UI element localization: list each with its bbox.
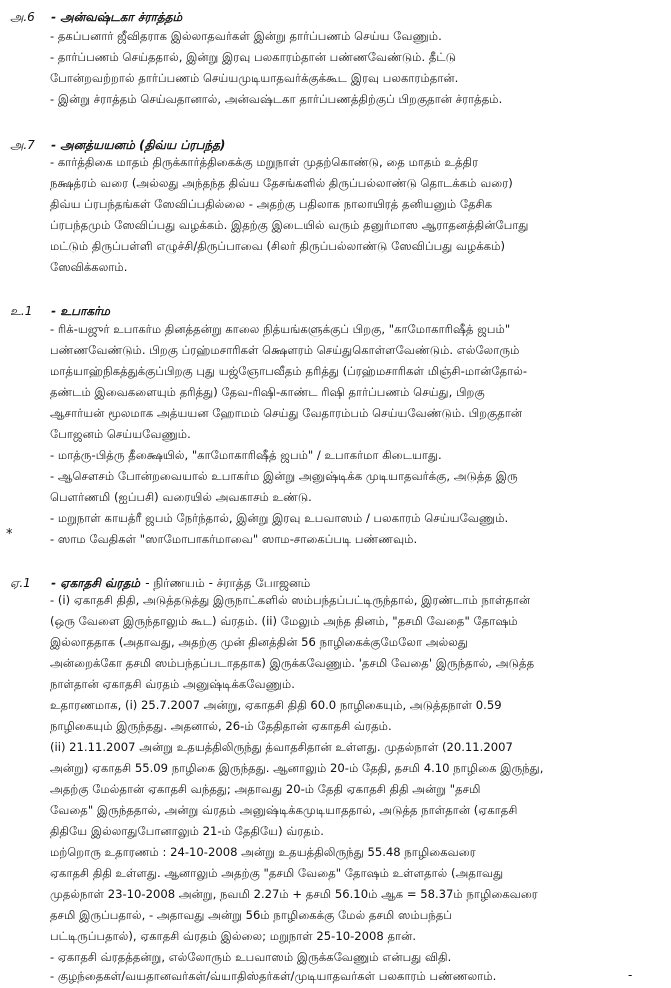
text-line: இல்லாததாக (அதாவது, அதற்கு முன் தினத்தின் 56 நாழிகைக்குமேலோ அல்லது <box>50 635 468 649</box>
text-line: திவ்ய ப்ரபந்தங்கள் ஸேவிப்பதில்லை - அதற்கு பதிலாக நாலாயிரத் தனியனும் தேசிக <box>50 197 493 211</box>
text-line: நாழிகையும் இருந்தது. அதனால், 26-ம் தேதிதான் ஏகாதசி வ்ரதம். <box>50 719 392 733</box>
text-line: நக்ஷத்ரம் வரை (அல்லது அந்தந்த திவ்ய தேசங்களில் திருப்பல்லாண்டு தொடக்கம் வரை) <box>50 176 513 190</box>
text-line: - (i) ஏகாதசி திதி, அடுத்தடுத்து இருநாட்களில் ஸம்பந்தப்பட்டிருந்தால், இரண்டாம் நாள்தான் <box>50 593 531 607</box>
text-line: தசமி இருப்பதால், - அதாவது அன்று 56ம் நாழிகைக்கு மேல் தசமி ஸம்பந்தப் <box>50 908 453 922</box>
section-heading <box>10 134 225 154</box>
text-line: உதாரணமாக, (i) 25.7.2007 அன்று, ஏகாதசி திதி 60.0 நாழிகையும், அடுத்தநாள் 0.59 <box>50 698 502 712</box>
text-line: தண்டம் இவைகளையும் தரித்து) தேவ-ரிஷி-காண்ட ரிஷி தார்ப்பணம் செய்து, பிறகு <box>50 385 485 399</box>
text-line: - ரிக்-யஜுர் உபாகர்ம தினத்தன்று காலை நித்யங்களுக்குப் பிறகு, "காமோகாரிஷீத் ஜபம்" <box>50 322 511 336</box>
section-heading <box>10 6 182 26</box>
text-line: வேதை" இருந்ததால், அன்று வ்ரதம் அனுஷ்டிக்கமுடியாததால், அடுத்த நாள்தான் (ஏகாதசி <box>50 803 518 817</box>
text-line: (ii) 21.11.2007 அன்று உதயத்திலிருந்து த்வாதசிதான் உள்ளது. முதல்நாள் (20.11.2007 <box>50 740 513 754</box>
text-line: ஸேவிக்கலாம். <box>50 260 128 274</box>
text-line: - குழந்தைகள்/வயதானவர்கள்/வ்யாதிஸ்தர்கள்/முடியாதவர்கள் பலகாரம் பண்ணலாம். <box>50 969 497 983</box>
text-line: ஆசார்யன் மூலமாக அத்யயன ஹோமம் செய்து வேதாரம்பம் செய்யவேண்டும். பிறகுதான் <box>50 406 523 420</box>
text-line: - தகப்பனார் ஜீவிதராக இல்லாதவர்கள் இன்று தார்ப்பணம் செய்ய வேணும். <box>50 29 442 43</box>
text-line: பௌர்ணமி (ஐப்பசி) வரையில் அவகாசம் உண்டு. <box>50 490 312 504</box>
text-line: மற்றொரு உதாரணம் : 24-10-2008 அன்று உதயத்திலிருந்து 55.48 நாழிகைவரை <box>50 845 476 859</box>
section-title: - அன்வஷ்டகா ச்ராத்தம் <box>51 10 183 24</box>
trailing-dash: - <box>628 968 633 982</box>
text-line: போஜனம் செய்யவேணும். <box>50 427 191 441</box>
text-line: - கார்த்திகை மாதம் திருக்கார்த்திகைக்கு மறுநாள் முதற்கொண்டு, தை மாதம் உத்திர <box>50 155 479 169</box>
section-code: ஏ.1 <box>10 576 31 590</box>
section-heading <box>10 300 110 320</box>
text-line: - ஏகாதசி வ்ரதத்தன்று, எல்லோரும் உபவாஸம் இருக்கவேணும் என்பது விதி. <box>50 950 452 964</box>
text-line: நாள்தான் ஏகாதசி வ்ரதம் அனுஷ்டிக்கவேணும். <box>50 677 295 691</box>
section-subtitle: - நிர்ணயம் - ச்ராத்த போஜனம் <box>145 576 311 590</box>
section-code: அ.6 <box>10 10 35 24</box>
text-line: திதியே இல்லாதுபோனாலும் 21-ம் தேதியே) வ்ரதம். <box>50 824 324 838</box>
text-line: (ஒரு வேளை இருந்தாலும் கூட) வ்ரதம். (ii) மேலும் அந்த தினம், "தசமி வேதை" தோஷம் <box>50 614 518 628</box>
text-line: - மாத்ரு-பித்ரு தீக்ஷையில், "காமோகாரிஷீத் ஜபம்" / உபாகர்மா கிடையாது. <box>50 448 442 462</box>
section-title: - ஏகாதசி வ்ரதம் <box>51 576 141 590</box>
text-line: - இன்று ச்ராத்தம் செய்வதானால், அன்வஷ்டகா தார்ப்பணத்திற்குப் பிறகுதான் ச்ராத்தம். <box>50 92 503 106</box>
section-heading <box>10 572 310 592</box>
text-line: - ஸாம வேதிகள் "ஸாமோபாகர்மாவை" ஸாம-சாகைப்படி பண்ணவும். <box>50 532 418 546</box>
text-line: அன்று) ஏகாதசி 55.09 நாழிகை இருந்தது. ஆனாலும் 20-ம் தேதி, தசமி 4.10 நாழிகை இருந்து, <box>50 761 544 775</box>
text-line: பட்டிருப்பதால்), ஏகாதசி வ்ரதம் இல்லை; மறுநாள் 25-10-2008 தான். <box>50 929 417 943</box>
text-line: மட்டும் திருப்பள்ளி எழுச்சி/திருப்பாவை (சிலர் திருப்பல்லாண்டு ஸேவிப்பது வழக்கம்) <box>50 239 506 253</box>
section-title: - அனத்யயனம் (திவ்ய ப்ரபந்த) <box>51 138 226 152</box>
text-line: - தார்ப்பணம் செய்ததால், இன்று இரவு பலகாரம்தான் பண்ணவேண்டும். தீட்டு <box>50 50 457 64</box>
text-line: அன்றைக்கோ தசமி ஸம்பந்தப்படாததாக) இருக்கவேணும். 'தசமி வேதை' இருந்தால், அடுத்த <box>50 656 535 670</box>
section-code: அ.7 <box>10 138 35 152</box>
text-line: மாத்யாஹ்நிகத்துக்குப்பிறகு புது யஜ்ஞோபவீதம் தரித்து (ப்ரஹ்மசாரிகள் மிஞ்சி-மான்தோல்- <box>50 364 528 378</box>
asterisk-marker: * <box>6 527 13 542</box>
text-line: முதல்நாள் 23-10-2008 அன்று, நவமி 2.27ம் + தசமி 56.10ம் ஆக = 58.37ம் நாழிகைவரை <box>50 887 538 901</box>
section-title: - உபாகர்ம <box>51 304 110 318</box>
text-line: அதற்கு மேல்தான் ஏகாதசி வந்தது; அதாவது 20-ம் தேதி ஏகாதசி திதி அன்று "தசமி <box>50 782 481 796</box>
text-line: - மறுநாள் காயத்ரீ ஜபம் நேர்ந்தால், இன்று இரவு உபவாஸம் / பலகாரம் செய்யவேணும். <box>50 511 509 525</box>
text-line: ப்ரபந்தமும் ஸேவிப்பது வழக்கம். இதற்கு இடையில் வரும் தனுர்மாஸ ஆராதனத்தின்போது <box>50 218 529 232</box>
text-line: போன்றவற்றால் தார்ப்பணம் செய்யமுடியாதவர்க்குக்கூட இரவு பலகாரம்தான். <box>50 71 459 85</box>
section-code: உ.1 <box>10 304 33 318</box>
text-line: - ஆசௌசம் போன்றவையால் உபாகர்ம இன்று அனுஷ்டிக்க முடியாதவர்க்கு, அடுத்த இரு <box>50 469 518 483</box>
text-line: பண்ணவேண்டும். பிறகு ப்ரஹ்மசாரிகள் க்ஷௌரம் செய்துகொள்ளவேண்டும். எல்லோரும் <box>50 343 520 357</box>
text-line: ஏகாதசி திதி உள்ளது. ஆனாலும் அதற்கு "தசமி வேதை" தோஷம் உள்ளதால் (அதாவது <box>50 866 504 880</box>
